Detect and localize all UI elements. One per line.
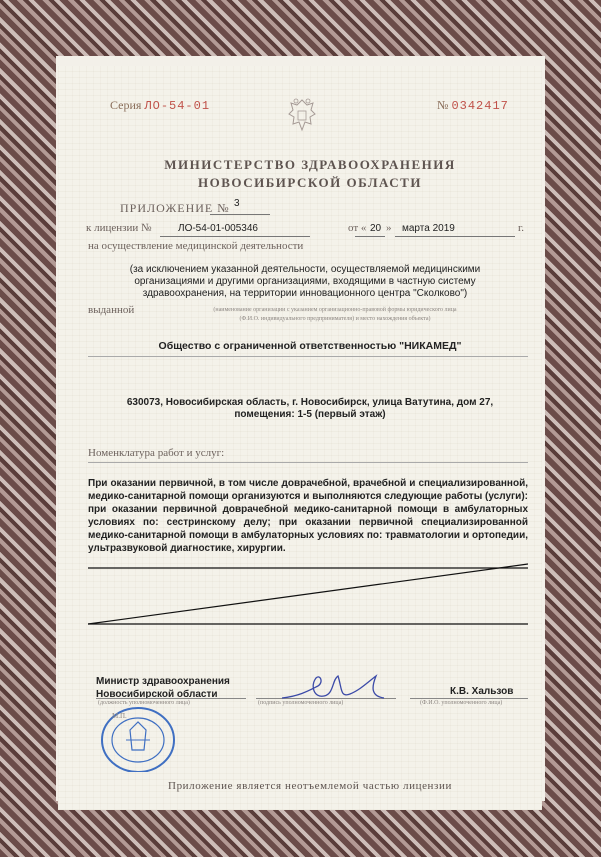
exclusion-text: (за исключением указанной деятельности, осуществляемой медицинскими организациями и другими организациями, входящими в частную систему здравоохранения, на территории инновационного центра "Сколково") [129,264,481,299]
organization-underline [88,356,528,357]
official-seal-stamp [98,700,208,772]
license-year-suffix: г. [518,222,525,234]
nomenclature-underline [88,462,528,463]
issued-to-note-line-2: (Ф.И.О. индивидуального предпринимателя) и место нахождения объекта) [239,316,431,322]
appendix-number: 3 [234,198,240,209]
issued-to-note-line-1: (наименование организации с указанием организационно-правовой формы юридического лица [213,307,457,313]
coat-of-arms-icon [285,96,319,136]
license-from-label: от « [348,222,367,234]
issuer-line-2: НОВОСИБИРСКОЙ ОБЛАСТИ [198,175,422,190]
activity-text: на осуществление медицинской деятельности [88,240,304,252]
series-value: ЛО-54-01 [144,99,211,113]
position-underline [96,698,246,699]
signature-caption: (подпись уполномоченного лица) [258,700,344,706]
license-number-underline [160,236,310,237]
organization-address [100,397,520,421]
appendix-underline [210,214,270,215]
license-day-underline [355,236,385,237]
issuer-title [110,156,510,192]
blank-space-strike-lines [88,560,528,630]
license-number: ЛО-54-01-005346 [178,223,258,234]
name-caption: (Ф.И.О. уполномоченного лица) [420,700,503,706]
organization-name: Общество с ограниченной ответственностью "НИКАМЕД" [158,340,462,352]
issued-to-note [150,306,520,324]
address-line-2: помещения: 1-5 (первый этаж) [234,409,386,420]
license-month-year: марта 2019 [402,223,455,234]
position-caption: (должность уполномоченного лица) [98,700,190,706]
footer-note: Приложение является неотъемлемой частью лицензии [168,780,452,792]
handwritten-signature [280,668,390,708]
license-prefix: к лицензии № [86,222,152,234]
license-month-underline [395,236,515,237]
appendix-label: ПРИЛОЖЕНИЕ № [120,201,230,215]
license-day-close: » [386,222,392,234]
stamp-place-label: М.П. [112,712,127,720]
signatory-position-line-1: Министр здравоохранения [96,676,230,687]
signatory-position-line-2: Новосибирской области [96,689,218,700]
signatory-name: К.В. Хальзов [450,686,514,697]
number-value: 0342417 [451,99,509,113]
series-label: Серия [110,98,142,112]
issued-to-label: выданной [88,304,135,316]
issuer-line-1: МИНИСТЕРСТВО ЗДРАВООХРАНЕНИЯ [164,157,456,172]
series-field [110,98,210,113]
form-number-field [437,98,509,113]
nomenclature-label: Номенклатура работ и услуг: [88,447,225,459]
nomenclature-text: При оказании первичной, в том числе доврачебной, врачебной и специализированной, медико-санитарной помощи организуются и выполняются следующие работы (услуги): при оказании первичной доврачебной медико-санитарной помощи в амбулаторных условиях по: сестринскому делу; при оказании первичной специализированной медико-санитарной помощи в амбулаторных условиях по: травматологии и ортопедии, ультразвуковой диагностике, хирургии. [88,478,528,554]
address-line-1: 630073, Новосибирская область, г. Новосибирск, улица Ватутина, дом 27, [126,397,494,408]
number-label: № [437,98,449,112]
name-underline [410,698,528,699]
license-day: 20 [370,223,382,234]
